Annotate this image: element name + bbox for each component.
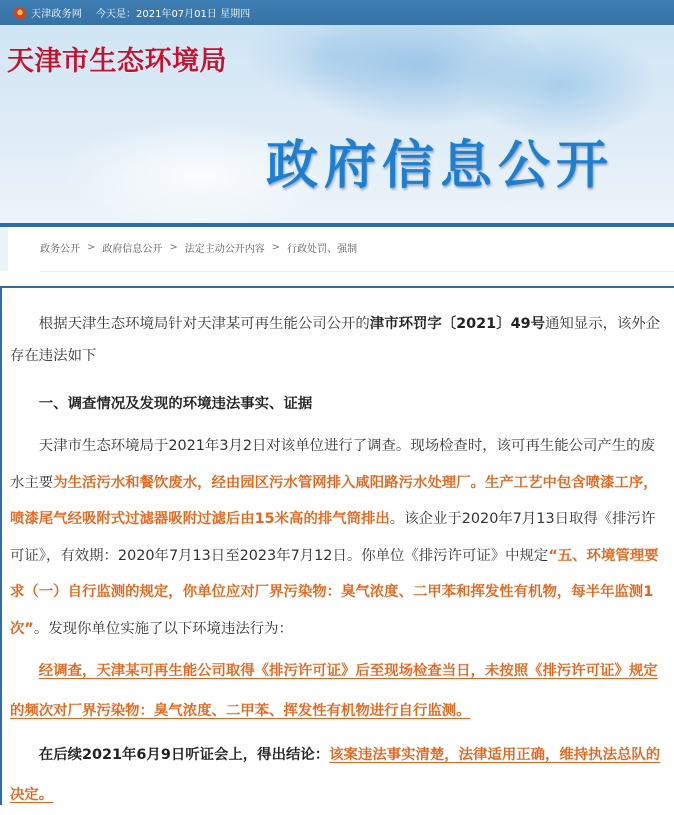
section-heading: 一、调查情况及发现的环境违法事实、证据 — [38, 396, 313, 412]
violation-finding: 经调查，天津某可再生能公司取得《排污许可证》后至现场检查当日，未按照《排污许可证》规定的频次对厂界污染物：臭气浓度、二甲苯、挥发性有机物进行自行监测。 — [10, 663, 658, 719]
agency-name-logo[interactable]: 天津市生态环境局 — [7, 46, 227, 77]
permit-text: 。该企业于2020年7月13日取得《排污许可证》，有效期：2020年7月13日至2023年7月12日。你单位《排污许可证》中规定 — [10, 511, 656, 564]
breadcrumb — [40, 240, 357, 255]
monitoring-rule-highlight: “五、环境管理要求（一）自行监测的规定，你单位应对厂界污染物：臭气浓度、二甲苯和挥发性有机物，每半年监测1次” — [10, 547, 659, 637]
breadcrumb-item-gov-info[interactable]: 政府信息公开 — [102, 244, 163, 255]
intro-text: 根据天津生态环境局针对天津某可再生能公司公开的 — [38, 316, 370, 332]
site-name-link[interactable]: 天津政务网 — [31, 9, 82, 20]
breadcrumb-item-statutory-content[interactable]: 法定主动公开内容 — [184, 244, 265, 255]
breadcrumb-separator: > — [271, 242, 281, 253]
top-bar — [0, 0, 674, 25]
conclusion-highlight: 该案违法事实清楚，法律适用正确，维持执法总队的决定。 — [10, 747, 661, 803]
header-banner — [0, 25, 674, 223]
intro-text-end: 通知显示，该外企存在违法如下 — [10, 316, 661, 364]
intro-paragraph — [10, 308, 666, 372]
violation-paragraph — [10, 651, 666, 731]
investigation-text: 天津市生态环境局于2021年3月2日对该单位进行了调查。现场检查时，该可再生能公司产生的废水主要 — [10, 438, 655, 491]
breadcrumb-separator: > — [87, 242, 96, 253]
sidebar-edge — [0, 227, 8, 271]
investigation-paragraph — [10, 428, 666, 647]
breadcrumb-area — [0, 227, 674, 287]
breadcrumb-divider — [40, 271, 674, 272]
conclusion-paragraph — [10, 735, 666, 815]
national-emblem-icon — [14, 7, 26, 19]
date-text: 今天是：2021年07月01日 星期四 — [96, 9, 251, 20]
wastewater-highlight: 为生活污水和餐饮废水，经由园区污水管网排入咸阳路污水处理厂。生产工艺中包含喷漆工序，喷漆尾气经吸附式过滤器吸附过滤后由15米高的排气筒排出 — [10, 474, 658, 527]
breadcrumb-separator: > — [169, 242, 178, 253]
breadcrumb-item-penalty[interactable]: 行政处罚、强制 — [287, 244, 358, 255]
banner-title: 政府信息公开 — [266, 136, 615, 196]
case-number: 津市环罚字〔2021〕49号 — [369, 316, 546, 332]
violation-lead-text: 。发现你单位实施了以下环境违法行为： — [33, 620, 293, 637]
breadcrumb-item-gov-affairs[interactable]: 政务公开 — [40, 244, 80, 255]
hearing-text: 在后续2021年6月9日听证会上，得出结论： — [38, 747, 330, 763]
article-body — [0, 286, 674, 805]
